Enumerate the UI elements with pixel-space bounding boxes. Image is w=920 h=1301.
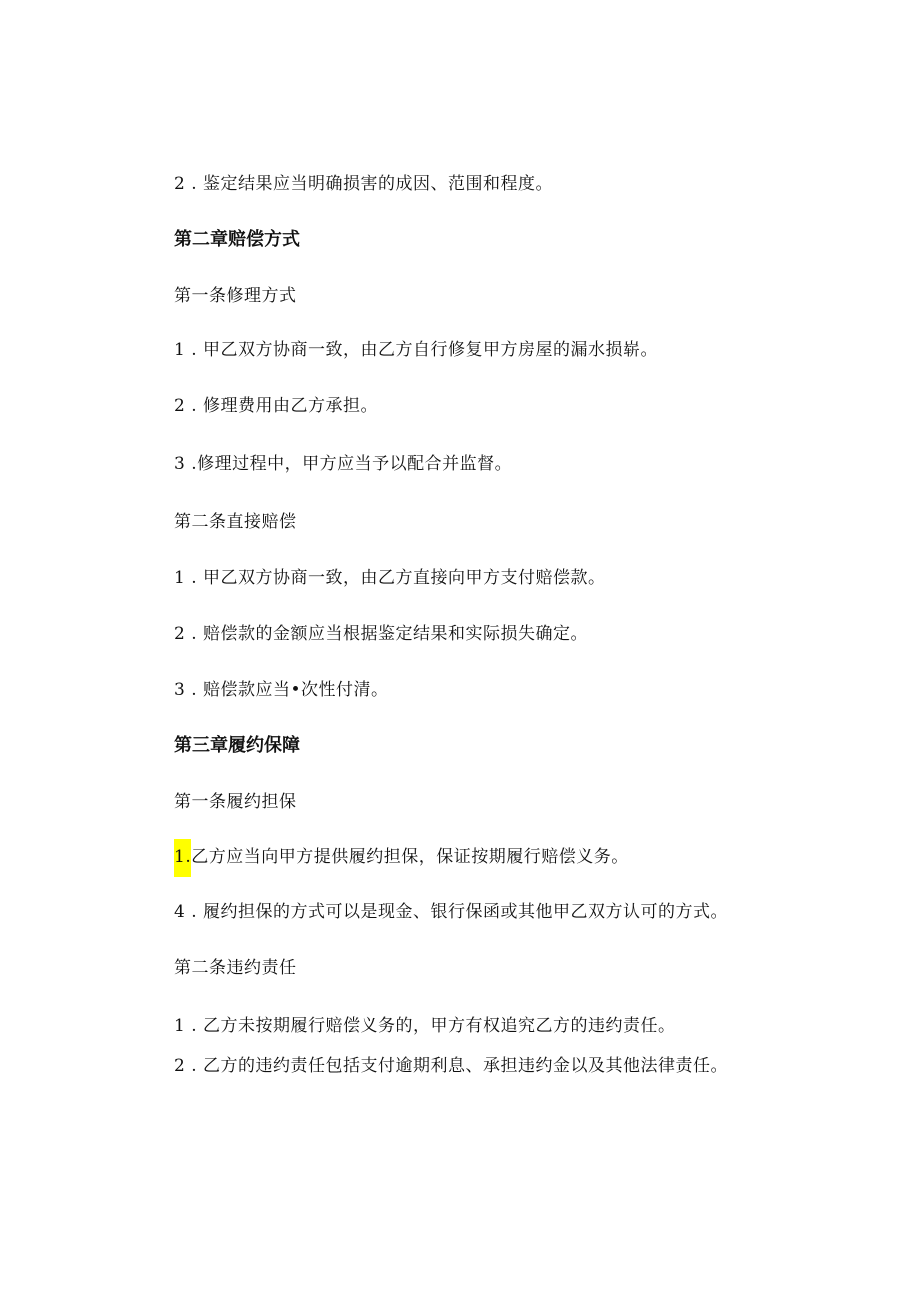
highlight-marker: 1.: [174, 839, 191, 877]
chapter-heading: 第三章履约保障: [174, 735, 300, 756]
article-title: 第二条直接赔偿: [174, 512, 297, 532]
clause-text: 3 .修理过程中，甲方应当予以配合并监督。: [174, 454, 513, 474]
clause-text-highlighted: [174, 845, 629, 869]
clause-text: 2 . 修理费用由乙方承担。: [174, 396, 379, 416]
clause-text: 2 . 赔偿款的金额应当根据鉴定结果和实际损失确定。: [174, 624, 589, 644]
clause-text: 2 . 乙方的违约责任包括支付逾期利息、承担违约金以及其他法律责任。: [174, 1056, 729, 1076]
article-title: 第一条修理方式: [174, 286, 297, 306]
clause-text: 1 . 甲乙双方协商一致，由乙方自行修复甲方房屋的漏水损崭。: [174, 340, 659, 360]
clause-text: 1 . 乙方未按期履行赔偿义务的，甲方有权追究乙方的违约责任。: [174, 1016, 676, 1036]
chapter-heading: 第二章赔偿方式: [174, 229, 300, 250]
clause-text: 2 . 鉴定结果应当明确损害的成因、范围和程度。: [174, 174, 554, 194]
article-title: 第一条履约担保: [174, 792, 297, 812]
clause-text: 乙方应当向甲方提供履约担保，保证按期履行赔偿义务。: [191, 847, 629, 867]
clause-text: 3 . 赔偿款应当•次性付清。: [174, 680, 389, 700]
clause-text: 4 . 履约担保的方式可以是现金、银行保函或其他甲乙双方认可的方式。: [174, 902, 729, 922]
article-title: 第二条违约责任: [174, 958, 297, 978]
clause-text: 1 . 甲乙双方协商一致，由乙方直接向甲方支付赔偿款。: [174, 568, 606, 588]
